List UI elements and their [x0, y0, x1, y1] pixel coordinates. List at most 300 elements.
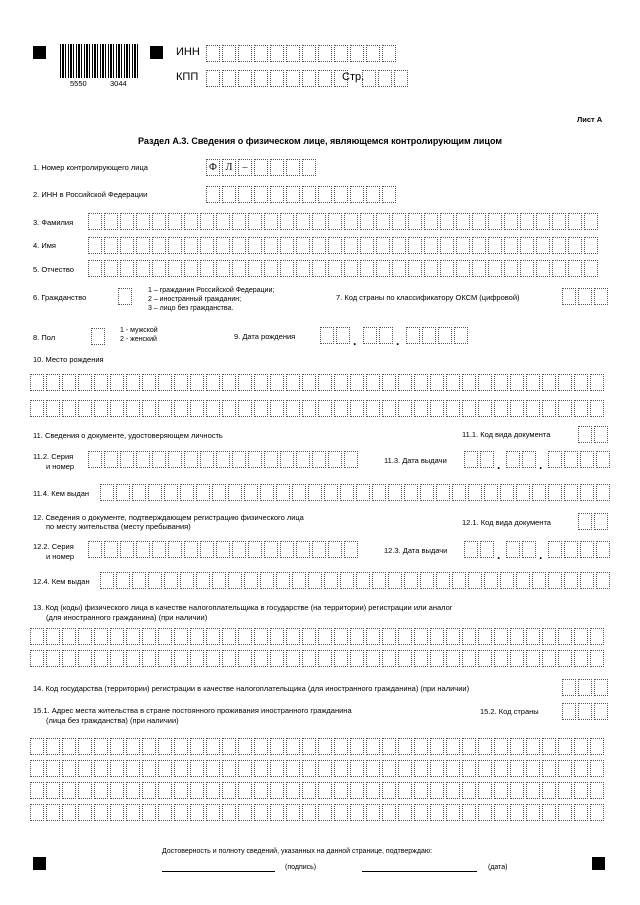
- input-cell[interactable]: [120, 260, 134, 277]
- input-cell[interactable]: [574, 650, 588, 667]
- input-cell[interactable]: [222, 738, 236, 755]
- input-cell[interactable]: [318, 70, 332, 87]
- input-cell[interactable]: [350, 782, 364, 799]
- input-cell[interactable]: [312, 237, 326, 254]
- input-cell[interactable]: [430, 760, 444, 777]
- input-cell[interactable]: [594, 426, 608, 443]
- input-cell[interactable]: [308, 572, 322, 589]
- tax-id-row-2[interactable]: [30, 650, 606, 667]
- input-cell[interactable]: [46, 628, 60, 645]
- input-cell[interactable]: [260, 572, 274, 589]
- input-cell[interactable]: [510, 782, 524, 799]
- input-cell[interactable]: [324, 484, 338, 501]
- input-cell[interactable]: [254, 186, 268, 203]
- input-cell[interactable]: [286, 159, 300, 176]
- input-cell[interactable]: [414, 400, 428, 417]
- input-cell[interactable]: [578, 288, 592, 305]
- input-cell[interactable]: [334, 628, 348, 645]
- kpp-cells[interactable]: [206, 70, 350, 87]
- input-cell[interactable]: [318, 782, 332, 799]
- input-cell[interactable]: [382, 400, 396, 417]
- input-cell[interactable]: [248, 213, 262, 230]
- input-cell[interactable]: [478, 400, 492, 417]
- input-cell[interactable]: [334, 374, 348, 391]
- input-cell[interactable]: [366, 760, 380, 777]
- input-cell[interactable]: [580, 484, 594, 501]
- input-cell[interactable]: [318, 374, 332, 391]
- input-cell[interactable]: [136, 237, 150, 254]
- input-cell[interactable]: [414, 374, 428, 391]
- input-cell[interactable]: [142, 738, 156, 755]
- input-cell[interactable]: [542, 400, 556, 417]
- input-cell[interactable]: [270, 159, 284, 176]
- input-cell[interactable]: [510, 738, 524, 755]
- birth-month-cells[interactable]: [363, 327, 395, 344]
- input-cell[interactable]: [594, 513, 608, 530]
- input-cell[interactable]: [596, 451, 610, 468]
- input-cell[interactable]: [504, 213, 518, 230]
- input-cell[interactable]: [438, 327, 452, 344]
- input-cell[interactable]: [46, 782, 60, 799]
- input-cell[interactable]: [78, 374, 92, 391]
- input-cell[interactable]: [398, 782, 412, 799]
- input-cell[interactable]: [136, 451, 150, 468]
- input-cell[interactable]: [94, 628, 108, 645]
- input-cell[interactable]: [248, 451, 262, 468]
- input-cell[interactable]: [62, 782, 76, 799]
- input-cell[interactable]: [206, 804, 220, 821]
- input-cell[interactable]: [366, 804, 380, 821]
- input-cell[interactable]: [206, 650, 220, 667]
- input-cell[interactable]: [126, 782, 140, 799]
- input-cell[interactable]: [456, 213, 470, 230]
- input-cell[interactable]: [110, 374, 124, 391]
- input-cell[interactable]: [94, 804, 108, 821]
- input-cell[interactable]: [216, 260, 230, 277]
- input-cell[interactable]: [366, 650, 380, 667]
- input-cell[interactable]: [462, 650, 476, 667]
- input-cell[interactable]: [532, 484, 546, 501]
- input-cell[interactable]: [430, 400, 444, 417]
- input-cell[interactable]: [404, 572, 418, 589]
- input-cell[interactable]: [392, 260, 406, 277]
- input-cell[interactable]: [78, 628, 92, 645]
- input-cell[interactable]: [328, 451, 342, 468]
- input-cell[interactable]: [222, 760, 236, 777]
- input-cell[interactable]: [440, 237, 454, 254]
- input-cell[interactable]: [372, 484, 386, 501]
- input-cell[interactable]: [500, 572, 514, 589]
- input-cell[interactable]: [222, 782, 236, 799]
- input-cell[interactable]: [456, 260, 470, 277]
- input-cell[interactable]: [408, 213, 422, 230]
- input-cell[interactable]: [542, 628, 556, 645]
- input-cell[interactable]: [30, 804, 44, 821]
- input-cell[interactable]: [408, 260, 422, 277]
- input-cell[interactable]: [254, 804, 268, 821]
- input-cell[interactable]: [184, 260, 198, 277]
- input-cell[interactable]: [302, 45, 316, 62]
- input-cell[interactable]: [222, 186, 236, 203]
- input-cell[interactable]: [324, 572, 338, 589]
- input-cell[interactable]: [296, 260, 310, 277]
- input-cell[interactable]: [334, 400, 348, 417]
- input-cell[interactable]: [142, 782, 156, 799]
- reg-doc-issue-day-cells[interactable]: [464, 541, 496, 558]
- input-cell[interactable]: [280, 260, 294, 277]
- input-cell[interactable]: [578, 703, 592, 720]
- input-cell[interactable]: [232, 451, 246, 468]
- input-cell[interactable]: [62, 400, 76, 417]
- reg-doc-series-number-cells[interactable]: [88, 541, 360, 558]
- input-cell[interactable]: [254, 400, 268, 417]
- doc-issue-year-cells[interactable]: [548, 451, 612, 468]
- input-cell[interactable]: [366, 628, 380, 645]
- input-cell[interactable]: [100, 484, 114, 501]
- input-cell[interactable]: [494, 738, 508, 755]
- input-cell[interactable]: [484, 572, 498, 589]
- input-cell[interactable]: [264, 213, 278, 230]
- input-cell[interactable]: [148, 484, 162, 501]
- input-cell[interactable]: [30, 760, 44, 777]
- input-cell[interactable]: [126, 650, 140, 667]
- input-cell[interactable]: [440, 260, 454, 277]
- input-cell[interactable]: [116, 572, 130, 589]
- input-cell[interactable]: [574, 804, 588, 821]
- input-cell[interactable]: [472, 260, 486, 277]
- input-cell[interactable]: [536, 237, 550, 254]
- input-cell[interactable]: [190, 628, 204, 645]
- input-cell[interactable]: [334, 738, 348, 755]
- input-cell[interactable]: [398, 650, 412, 667]
- input-cell[interactable]: [206, 738, 220, 755]
- oksm-code-cells[interactable]: [562, 288, 610, 305]
- input-cell[interactable]: [286, 628, 300, 645]
- input-cell[interactable]: [558, 374, 572, 391]
- input-cell[interactable]: [238, 628, 252, 645]
- input-cell[interactable]: [420, 572, 434, 589]
- input-cell[interactable]: [222, 804, 236, 821]
- input-cell[interactable]: [344, 237, 358, 254]
- input-cell[interactable]: [158, 804, 172, 821]
- input-cell[interactable]: [414, 650, 428, 667]
- input-cell[interactable]: [344, 451, 358, 468]
- input-cell[interactable]: [302, 804, 316, 821]
- input-cell[interactable]: [510, 374, 524, 391]
- input-cell[interactable]: [382, 45, 396, 62]
- input-cell[interactable]: [296, 237, 310, 254]
- input-cell[interactable]: [30, 374, 44, 391]
- input-cell[interactable]: [526, 760, 540, 777]
- input-cell[interactable]: [568, 237, 582, 254]
- input-cell[interactable]: [446, 760, 460, 777]
- input-cell[interactable]: [104, 237, 118, 254]
- input-cell[interactable]: [520, 213, 534, 230]
- first-name-cells[interactable]: [88, 237, 600, 254]
- input-cell[interactable]: [398, 738, 412, 755]
- input-cell[interactable]: [254, 374, 268, 391]
- birth-year-cells[interactable]: [406, 327, 470, 344]
- input-cell[interactable]: [594, 288, 608, 305]
- input-cell[interactable]: [126, 628, 140, 645]
- input-cell[interactable]: [318, 760, 332, 777]
- input-cell[interactable]: [542, 782, 556, 799]
- input-cell[interactable]: [424, 237, 438, 254]
- input-cell[interactable]: [318, 400, 332, 417]
- input-cell[interactable]: [414, 782, 428, 799]
- input-cell[interactable]: [480, 541, 494, 558]
- input-cell[interactable]: [382, 374, 396, 391]
- input-cell[interactable]: [334, 186, 348, 203]
- input-cell[interactable]: [168, 237, 182, 254]
- input-cell[interactable]: [334, 45, 348, 62]
- input-cell[interactable]: [120, 541, 134, 558]
- input-cell[interactable]: [446, 374, 460, 391]
- input-cell[interactable]: [206, 45, 220, 62]
- input-cell[interactable]: [362, 70, 376, 87]
- input-cell[interactable]: [318, 186, 332, 203]
- input-cell[interactable]: [420, 484, 434, 501]
- input-cell[interactable]: [568, 260, 582, 277]
- input-cell[interactable]: [46, 804, 60, 821]
- input-cell[interactable]: [404, 484, 418, 501]
- input-cell[interactable]: [494, 804, 508, 821]
- input-cell[interactable]: [558, 782, 572, 799]
- input-cell[interactable]: [254, 782, 268, 799]
- input-cell[interactable]: [542, 738, 556, 755]
- input-cell[interactable]: [536, 260, 550, 277]
- input-cell[interactable]: [216, 541, 230, 558]
- input-cell[interactable]: [376, 237, 390, 254]
- input-cell[interactable]: [110, 628, 124, 645]
- input-cell[interactable]: [462, 738, 476, 755]
- input-cell[interactable]: [120, 237, 134, 254]
- input-cell[interactable]: [350, 45, 364, 62]
- input-cell[interactable]: [366, 374, 380, 391]
- input-cell[interactable]: [158, 374, 172, 391]
- input-cell[interactable]: [238, 650, 252, 667]
- input-cell[interactable]: [522, 541, 536, 558]
- input-cell[interactable]: [190, 738, 204, 755]
- input-cell[interactable]: [136, 541, 150, 558]
- input-cell[interactable]: [446, 738, 460, 755]
- input-cell[interactable]: [270, 374, 284, 391]
- tax-id-row-1[interactable]: [30, 628, 606, 645]
- input-cell[interactable]: [564, 572, 578, 589]
- input-cell[interactable]: [446, 804, 460, 821]
- input-cell[interactable]: [232, 541, 246, 558]
- input-cell[interactable]: [302, 70, 316, 87]
- input-cell[interactable]: [558, 760, 572, 777]
- input-cell[interactable]: [200, 213, 214, 230]
- input-cell[interactable]: [296, 451, 310, 468]
- input-cell[interactable]: [312, 213, 326, 230]
- input-cell[interactable]: [494, 374, 508, 391]
- input-cell[interactable]: [46, 760, 60, 777]
- input-cell[interactable]: [580, 451, 594, 468]
- input-cell[interactable]: [344, 260, 358, 277]
- input-cell[interactable]: [392, 213, 406, 230]
- residence-address-row-2[interactable]: [30, 760, 606, 777]
- input-cell[interactable]: [94, 374, 108, 391]
- input-cell[interactable]: [350, 760, 364, 777]
- input-cell[interactable]: [430, 738, 444, 755]
- input-cell[interactable]: [168, 541, 182, 558]
- input-cell[interactable]: [62, 374, 76, 391]
- input-cell[interactable]: [238, 374, 252, 391]
- input-cell[interactable]: [164, 572, 178, 589]
- input-cell[interactable]: [280, 451, 294, 468]
- input-cell[interactable]: [382, 186, 396, 203]
- input-cell[interactable]: [574, 782, 588, 799]
- date-line[interactable]: [362, 871, 477, 872]
- input-cell[interactable]: [222, 45, 236, 62]
- input-cell[interactable]: [308, 484, 322, 501]
- input-cell[interactable]: [142, 760, 156, 777]
- input-cell[interactable]: [516, 484, 530, 501]
- input-cell[interactable]: [520, 260, 534, 277]
- input-cell[interactable]: [100, 572, 114, 589]
- input-cell[interactable]: [392, 237, 406, 254]
- input-cell[interactable]: [494, 782, 508, 799]
- input-cell[interactable]: [216, 237, 230, 254]
- input-cell[interactable]: [504, 260, 518, 277]
- input-cell[interactable]: [286, 186, 300, 203]
- input-cell[interactable]: [510, 804, 524, 821]
- input-cell[interactable]: [506, 541, 520, 558]
- input-cell[interactable]: [328, 213, 342, 230]
- input-cell[interactable]: [302, 760, 316, 777]
- input-cell[interactable]: [62, 738, 76, 755]
- input-cell[interactable]: [468, 484, 482, 501]
- input-cell[interactable]: [564, 484, 578, 501]
- input-cell[interactable]: [522, 451, 536, 468]
- input-cell[interactable]: [264, 237, 278, 254]
- input-cell[interactable]: [590, 738, 604, 755]
- input-cell[interactable]: [270, 782, 284, 799]
- input-cell[interactable]: [488, 260, 502, 277]
- input-cell[interactable]: [350, 186, 364, 203]
- input-cell[interactable]: [328, 260, 342, 277]
- input-cell[interactable]: [276, 572, 290, 589]
- input-cell[interactable]: [196, 484, 210, 501]
- input-cell[interactable]: [94, 400, 108, 417]
- input-cell[interactable]: [526, 782, 540, 799]
- input-cell[interactable]: [126, 400, 140, 417]
- input-cell[interactable]: [478, 804, 492, 821]
- input-cell[interactable]: [318, 45, 332, 62]
- input-cell[interactable]: [152, 541, 166, 558]
- input-cell[interactable]: [206, 628, 220, 645]
- input-cell[interactable]: [46, 738, 60, 755]
- reg-doc-type-cells[interactable]: [578, 513, 610, 530]
- input-cell[interactable]: [158, 782, 172, 799]
- input-cell[interactable]: [30, 782, 44, 799]
- input-cell[interactable]: [376, 260, 390, 277]
- signature-line[interactable]: [162, 871, 275, 872]
- input-cell[interactable]: [142, 400, 156, 417]
- input-cell[interactable]: [382, 804, 396, 821]
- input-cell[interactable]: [174, 760, 188, 777]
- input-cell[interactable]: [594, 703, 608, 720]
- input-cell[interactable]: [270, 45, 284, 62]
- reg-doc-issuer-cells[interactable]: [100, 572, 612, 589]
- input-cell[interactable]: [590, 804, 604, 821]
- input-cell[interactable]: [126, 804, 140, 821]
- input-cell[interactable]: [446, 400, 460, 417]
- input-cell[interactable]: [542, 804, 556, 821]
- input-cell[interactable]: [270, 400, 284, 417]
- input-cell[interactable]: [462, 374, 476, 391]
- input-cell[interactable]: [574, 400, 588, 417]
- input-cell[interactable]: [248, 237, 262, 254]
- input-cell[interactable]: [264, 541, 278, 558]
- input-cell[interactable]: [200, 541, 214, 558]
- input-cell[interactable]: [30, 738, 44, 755]
- controlling-person-number-cells[interactable]: [254, 159, 318, 176]
- input-cell[interactable]: [110, 650, 124, 667]
- input-cell[interactable]: [452, 572, 466, 589]
- input-cell[interactable]: [510, 628, 524, 645]
- input-cell[interactable]: [126, 374, 140, 391]
- input-cell[interactable]: [46, 650, 60, 667]
- input-cell[interactable]: [104, 213, 118, 230]
- input-cell[interactable]: [302, 650, 316, 667]
- input-cell[interactable]: [558, 400, 572, 417]
- input-cell[interactable]: [488, 213, 502, 230]
- input-cell[interactable]: [190, 374, 204, 391]
- input-cell[interactable]: [270, 628, 284, 645]
- input-cell[interactable]: [558, 650, 572, 667]
- input-cell[interactable]: [46, 400, 60, 417]
- input-cell[interactable]: [356, 484, 370, 501]
- input-cell[interactable]: [366, 400, 380, 417]
- input-cell[interactable]: [88, 541, 102, 558]
- input-cell[interactable]: [174, 400, 188, 417]
- input-cell[interactable]: [152, 260, 166, 277]
- patronymic-cells[interactable]: [88, 260, 600, 277]
- input-cell[interactable]: [360, 260, 374, 277]
- input-cell[interactable]: [558, 628, 572, 645]
- input-cell[interactable]: [382, 738, 396, 755]
- input-cell[interactable]: [336, 327, 350, 344]
- input-cell[interactable]: [328, 541, 342, 558]
- input-cell[interactable]: [424, 260, 438, 277]
- input-cell[interactable]: [484, 484, 498, 501]
- input-cell[interactable]: [94, 650, 108, 667]
- input-cell[interactable]: [184, 541, 198, 558]
- input-cell[interactable]: [136, 260, 150, 277]
- input-cell[interactable]: [478, 760, 492, 777]
- input-cell[interactable]: [414, 628, 428, 645]
- input-cell[interactable]: [398, 374, 412, 391]
- input-cell[interactable]: [436, 484, 450, 501]
- input-cell[interactable]: [238, 70, 252, 87]
- input-cell[interactable]: [398, 760, 412, 777]
- birthplace-row-1[interactable]: [30, 374, 606, 391]
- input-cell[interactable]: [174, 738, 188, 755]
- input-cell[interactable]: [372, 572, 386, 589]
- input-cell[interactable]: [552, 260, 566, 277]
- input-cell[interactable]: [574, 374, 588, 391]
- input-cell[interactable]: [520, 237, 534, 254]
- input-cell[interactable]: [478, 650, 492, 667]
- input-cell[interactable]: [312, 541, 326, 558]
- input-cell[interactable]: [164, 484, 178, 501]
- input-cell[interactable]: [594, 679, 608, 696]
- input-cell[interactable]: [548, 541, 562, 558]
- input-cell[interactable]: [360, 213, 374, 230]
